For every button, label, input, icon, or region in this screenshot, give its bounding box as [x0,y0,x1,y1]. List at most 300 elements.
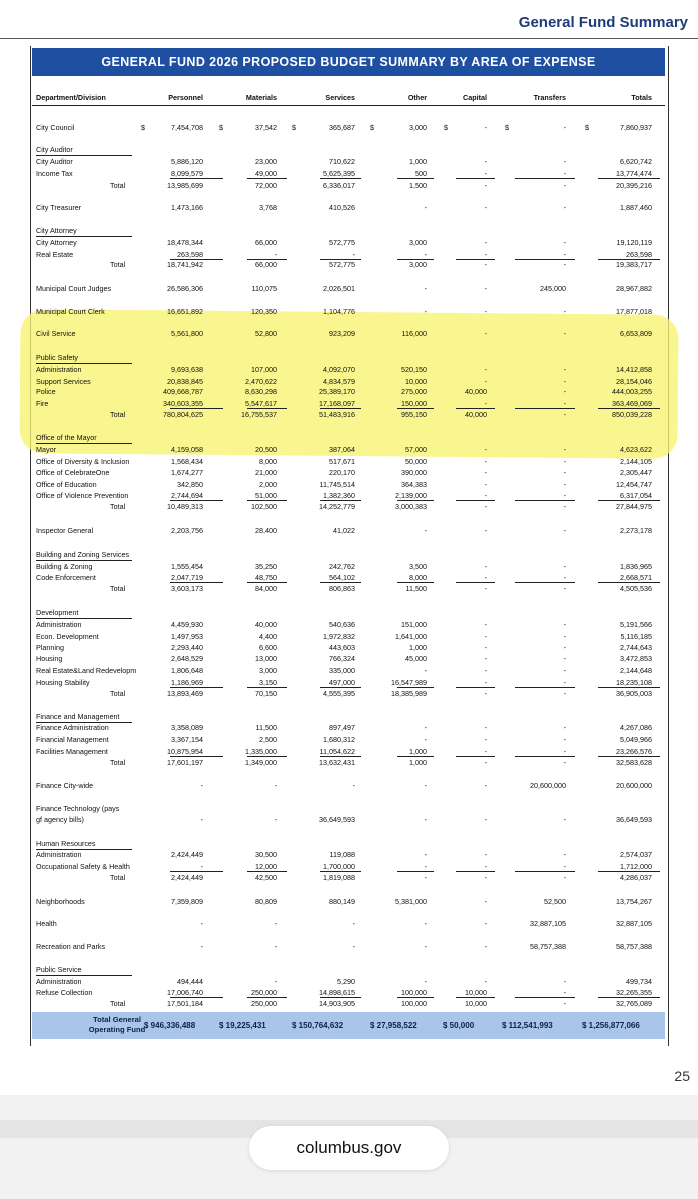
row-label: Inspector General [36,526,94,535]
cell-value: - [563,747,566,756]
cell-value: 3,358,089 [171,723,203,732]
cell-value: - [563,157,566,166]
row-label: Real Estate&Land Redevelopm [36,666,137,675]
cell-value: - [563,678,566,687]
cell-value: 13,893,469 [167,689,203,698]
cell-value: - [563,399,566,408]
cell-value: - [563,181,566,190]
cell-value: - [563,377,566,386]
sum-underline [456,178,495,179]
cell-value: 14,412,858 [616,365,652,374]
table-row [0,746,698,757]
row-label: Facilities Management [36,747,108,756]
page-number: 25 [674,1068,690,1084]
cell-value: - [484,862,487,871]
row-label: Recreation and Parks [36,942,106,951]
cell-value: 8,000 [259,457,277,466]
table-row [0,525,698,536]
cell-value: 120,350 [251,307,277,316]
cell-value: 1,887,460 [620,203,652,212]
cell-value: 50,000 [405,457,427,466]
cell-value: - [200,862,203,871]
cell-value: - [563,203,566,212]
table-row [0,941,698,952]
cell-value: 517,671 [329,457,355,466]
cell-value: 28,400 [255,526,277,535]
cell-value: 17,877,018 [616,307,652,316]
cell-value: - [424,781,427,790]
cell-value: - [484,562,487,571]
sum-underline [247,178,287,179]
cell-value: 5,561,800 [171,329,203,338]
cell-value: - [352,781,355,790]
table-row [0,976,698,987]
cell-value: 3,000 [259,666,277,675]
header-divider [32,105,665,106]
cell-value: 2,500 [259,735,277,744]
cell-value: 1,836,965 [620,562,652,571]
cell-value: 40,000 [465,387,487,396]
row-label: Real Estate [36,250,74,259]
cell-value: 897,497 [329,723,355,732]
cell-value: 70,150 [255,689,277,698]
cell-value: 955,150 [401,410,427,419]
cell-value: 5,381,000 [395,897,427,906]
cell-value: 5,191,566 [620,620,652,629]
cell-value: 3,000,383 [395,502,427,511]
cell-value: 2,000 [259,480,277,489]
cell-value: - [424,666,427,675]
row-label: Housing Stability [36,678,90,687]
cell-value: 1,104,776 [323,307,355,316]
cell-value: 100,000 [401,999,427,1008]
cell-value: 444,003,255 [612,387,652,396]
section-header-row [0,607,698,618]
cell-value: 540,636 [329,620,355,629]
cell-value: - [563,988,566,997]
section-header-row [0,964,698,975]
subtotal-row [0,688,698,699]
cell-value: 19,383,717 [616,260,652,269]
cell-value: 2,144,648 [620,666,652,675]
cell-value: - [484,897,487,906]
cell-value: - [484,781,487,790]
row-label: Civil Service [36,329,76,338]
column-header: Capital [463,93,487,102]
cell-value: - [424,250,427,259]
cell-value: - [484,689,487,698]
subtotal-row [0,259,698,270]
cell-value: 220,170 [329,468,355,477]
row-label: Support Services [36,377,91,386]
sum-underline [397,178,434,179]
cell-value: - [484,573,487,582]
cell-value: 18,478,344 [167,238,203,247]
cell-value: 497,000 [329,678,355,687]
cell-value: - [563,562,566,571]
cell-value: 10,000 [465,988,487,997]
cell-value: 26,586,306 [167,284,203,293]
cell-value: 2,305,447 [620,468,652,477]
cell-value: 1,473,166 [171,203,203,212]
cell-value: - [563,468,566,477]
cell-value: 3,000 [409,260,427,269]
cell-value: 8,000 [409,573,427,582]
cell-value: 19,120,119 [616,238,652,247]
cell-value: 572,775 [329,260,355,269]
cell-value: 100,000 [401,988,427,997]
cell-value: 710,622 [329,157,355,166]
row-label: Finance Technology (pays [36,804,120,813]
currency-symbol: $ [585,123,589,132]
row-label: Total [110,260,126,269]
cell-value: - [563,815,566,824]
cell-value: 17,601,197 [167,758,203,767]
cell-value: - [484,365,487,374]
sum-underline [515,178,575,179]
cell-value: 13,000 [255,654,277,663]
table-row [0,467,698,478]
cell-value: - [563,502,566,511]
cell-value: 2,144,105 [620,457,652,466]
row-label: Finance City-wide [36,781,94,790]
cell-value: 18,741,942 [167,260,203,269]
cell-value: 16,547,989 [391,678,427,687]
cell-value: 14,898,615 [319,988,355,997]
cell-value: 49,000 [255,169,277,178]
cell-value: - [484,181,487,190]
cell-value: - [484,203,487,212]
cell-value: 443,603 [329,643,355,652]
currency-symbol: $ [370,123,374,132]
cell-value: 8,630,298 [245,387,277,396]
row-label: Office of Diversity & Inclusion [36,457,130,466]
cell-value: - [424,977,427,986]
table-row [0,444,698,455]
row-label: Total [110,410,126,419]
row-label: Total [110,584,126,593]
cell-value: - [424,862,427,871]
section-label: City Attorney [36,225,132,237]
cell-value: 275,000 [401,387,427,396]
cell-value: 1,972,832 [323,632,355,641]
table-row [0,734,698,745]
section-label: Finance and Management [36,711,132,723]
row-label: Total [110,758,126,767]
sum-underline [170,178,223,179]
cell-value: 12,454,747 [616,480,652,489]
cell-value: - [484,723,487,732]
cell-value: 36,905,003 [616,689,652,698]
row-label: Administration [36,850,82,859]
cell-value: 4,400 [259,632,277,641]
page-title: General Fund Summary [518,14,688,31]
cell-value: - [563,620,566,629]
cell-value: - [200,815,203,824]
cell-value: - [563,654,566,663]
cell-value: - [274,977,277,986]
cell-value: - [563,260,566,269]
cell-value: 41,022 [333,526,355,535]
table-row [0,156,698,167]
cell-value: 18,235,108 [616,678,652,687]
row-label: Total [110,873,126,882]
cell-value: 107,000 [251,365,277,374]
cell-value: 45,000 [405,654,427,663]
row-label: Total [110,181,126,190]
subtotal-row [0,998,698,1009]
cell-value: 335,000 [329,666,355,675]
table-row [0,665,698,676]
cell-value: 1,680,312 [323,735,355,744]
cell-value: - [484,919,487,928]
cell-value: - [484,620,487,629]
cell-value: 1,335,000 [245,747,277,756]
column-header: Personnel [168,93,203,102]
cell-value: 1,349,000 [245,758,277,767]
cell-value: 72,000 [255,181,277,190]
cell-value: 51,000 [255,491,277,500]
cell-value: 2,424,449 [171,850,203,859]
cell-value: 342,850 [177,480,203,489]
subtotal-row [0,872,698,883]
cell-value: 66,000 [255,238,277,247]
section-label: Development [36,607,132,619]
grand-total-value: $ 50,000 [443,1021,475,1030]
cell-value: - [563,307,566,316]
cell-value: 32,583,628 [616,758,652,767]
cell-value: - [563,445,566,454]
cell-value: 119,088 [329,850,355,859]
cell-value: - [484,747,487,756]
table-row [0,398,698,409]
cell-value: - [352,942,355,951]
cell-value: - [484,526,487,535]
table-row [0,306,698,317]
cell-value: 3,603,173 [171,584,203,593]
cell-value: 5,116,185 [620,632,652,641]
cell-value: - [424,919,427,928]
cell-value: 1,382,360 [323,491,355,500]
column-header: Services [325,93,355,102]
cell-value: - [563,632,566,641]
cell-value: 11,500 [405,584,427,593]
row-label: Municipal Court Clerk [36,307,105,316]
cell-value: 5,625,395 [323,169,355,178]
row-label: Total [110,999,126,1008]
cell-value: 923,209 [329,329,355,338]
grand-total-label-line: Operating Fund [88,1025,146,1034]
cell-value: 1,674,277 [171,468,203,477]
cell-value: 850,039,228 [612,410,652,419]
cell-value: 1,000 [409,157,427,166]
subtotal-row [0,180,698,191]
section-header-row [0,144,698,155]
table-row [0,722,698,733]
cell-value: 42,500 [255,873,277,882]
cell-value: - [563,365,566,374]
row-label: Occupational Safety & Health [36,862,130,871]
cell-value: - [424,815,427,824]
cell-value: - [484,850,487,859]
cell-value: 17,006,740 [167,988,203,997]
row-label: Income Tax [36,169,73,178]
cell-value: 110,075 [251,284,277,293]
section-label: Public Service [36,964,132,976]
table-row [0,456,698,467]
cell-value: - [484,480,487,489]
cell-value: - [563,758,566,767]
cell-value: - [274,815,277,824]
cell-value: 5,547,617 [245,399,277,408]
row-label: Fire [36,399,49,408]
cell-value: 6,336,017 [323,181,355,190]
table-row [0,803,698,814]
grand-total-value: $ 19,225,431 [219,1021,266,1030]
cell-value: - [484,678,487,687]
cell-value: - [484,284,487,293]
subtotal-row [0,757,698,768]
section-header-row [0,352,698,363]
cell-value: - [484,815,487,824]
cell-value: 4,286,037 [620,873,652,882]
cell-value: 25,389,170 [319,387,355,396]
cell-value: 12,000 [255,862,277,871]
row-label: Administration [36,977,82,986]
table-row [0,168,698,179]
cell-value: 151,000 [401,620,427,629]
cell-value: - [424,284,427,293]
url-bar[interactable]: columbus.gov [249,1126,449,1170]
table-row [0,631,698,642]
table-row [0,283,698,294]
cell-value: 250,000 [251,999,277,1008]
cell-value: - [563,873,566,882]
grand-total-value: $ 946,336,488 [144,1021,196,1030]
section-label: Office of the Mayor [36,432,132,444]
section-header-row [0,225,698,236]
cell-value: 1,819,088 [323,873,355,882]
cell-value: - [484,643,487,652]
cell-value: - [484,584,487,593]
cell-value: - [424,873,427,882]
table-row [0,619,698,630]
cell-value: 2,273,178 [620,526,652,535]
cell-value: - [563,387,566,396]
cell-value: - [484,632,487,641]
cell-value: - [424,723,427,732]
cell-value: 880,149 [329,897,355,906]
cell-value: 13,985,699 [167,181,203,190]
cell-value: 5,886,120 [171,157,203,166]
column-header: Totals [631,93,652,102]
cell-value: 4,267,086 [620,723,652,732]
cell-value: 390,000 [401,468,427,477]
cell-value: 2,047,719 [171,573,203,582]
currency-symbol: $ [219,123,223,132]
cell-value: 2,648,529 [171,654,203,663]
cell-value: 245,000 [540,284,566,293]
cell-value: 500 [415,169,427,178]
cell-value: 32,887,105 [530,919,566,928]
section-header-row [0,549,698,560]
cell-value: 363,469,069 [612,399,652,408]
cell-value: 4,834,579 [323,377,355,386]
cell-value: 6,653,809 [620,329,652,338]
cell-value: - [484,735,487,744]
table-row [0,122,698,133]
cell-value: - [563,573,566,582]
cell-value: - [484,329,487,338]
cell-value: - [563,862,566,871]
table-row [0,896,698,907]
cell-value: 2,026,501 [323,284,355,293]
cell-value: 7,359,809 [171,897,203,906]
cell-value: 2,293,440 [171,643,203,652]
table-row [0,490,698,501]
grand-total-value: $ 112,541,993 [502,1021,553,1030]
section-header-row [0,838,698,849]
cell-value: 3,000 [409,123,427,132]
cell-value: 11,054,622 [319,747,355,756]
row-label: Office of Education [36,480,97,489]
cell-value: 1,555,454 [171,562,203,571]
cell-value: 17,168,097 [319,399,355,408]
cell-value: - [484,666,487,675]
cell-value: 250,000 [251,988,277,997]
grand-total-label-line: Total General [93,1015,141,1024]
cell-value: 520,150 [401,365,427,374]
cell-value: 1,000 [409,643,427,652]
section-header-row [0,432,698,443]
cell-value: 102,500 [251,502,277,511]
cell-value: 1,186,969 [171,678,203,687]
cell-value: 6,600 [259,643,277,652]
row-label: Mayor [36,445,56,454]
cell-value: 7,860,937 [620,123,652,132]
table-row [0,237,698,248]
cell-value: - [424,850,427,859]
section-label: Human Resources [36,838,132,850]
cell-value: 2,744,643 [620,643,652,652]
cell-value: - [563,643,566,652]
cell-value: 1,712,000 [620,862,652,871]
cell-value: 51,483,916 [319,410,355,419]
row-label: Financial Management [36,735,109,744]
cell-value: 4,505,536 [620,584,652,593]
cell-value: - [484,169,487,178]
table-row [0,572,698,583]
cell-value: 36,649,593 [319,815,355,824]
cell-value: - [484,942,487,951]
cell-value: - [352,250,355,259]
section-label: City Auditor [36,144,132,156]
cell-value: 494,444 [177,977,203,986]
cell-value: 806,863 [329,584,355,593]
row-label: Code Enforcement [36,573,96,582]
table-row [0,677,698,688]
cell-value: 6,317,054 [620,491,652,500]
cell-value: 28,967,882 [616,284,652,293]
cell-value: 17,501,184 [167,999,203,1008]
cell-value: 4,092,070 [323,365,355,374]
cell-value: 5,290 [337,977,355,986]
cell-value: - [484,399,487,408]
cell-value: 1,000 [409,758,427,767]
cell-value: 35,250 [255,562,277,571]
row-label: City Council [36,123,75,132]
cell-value: 28,154,046 [616,377,652,386]
